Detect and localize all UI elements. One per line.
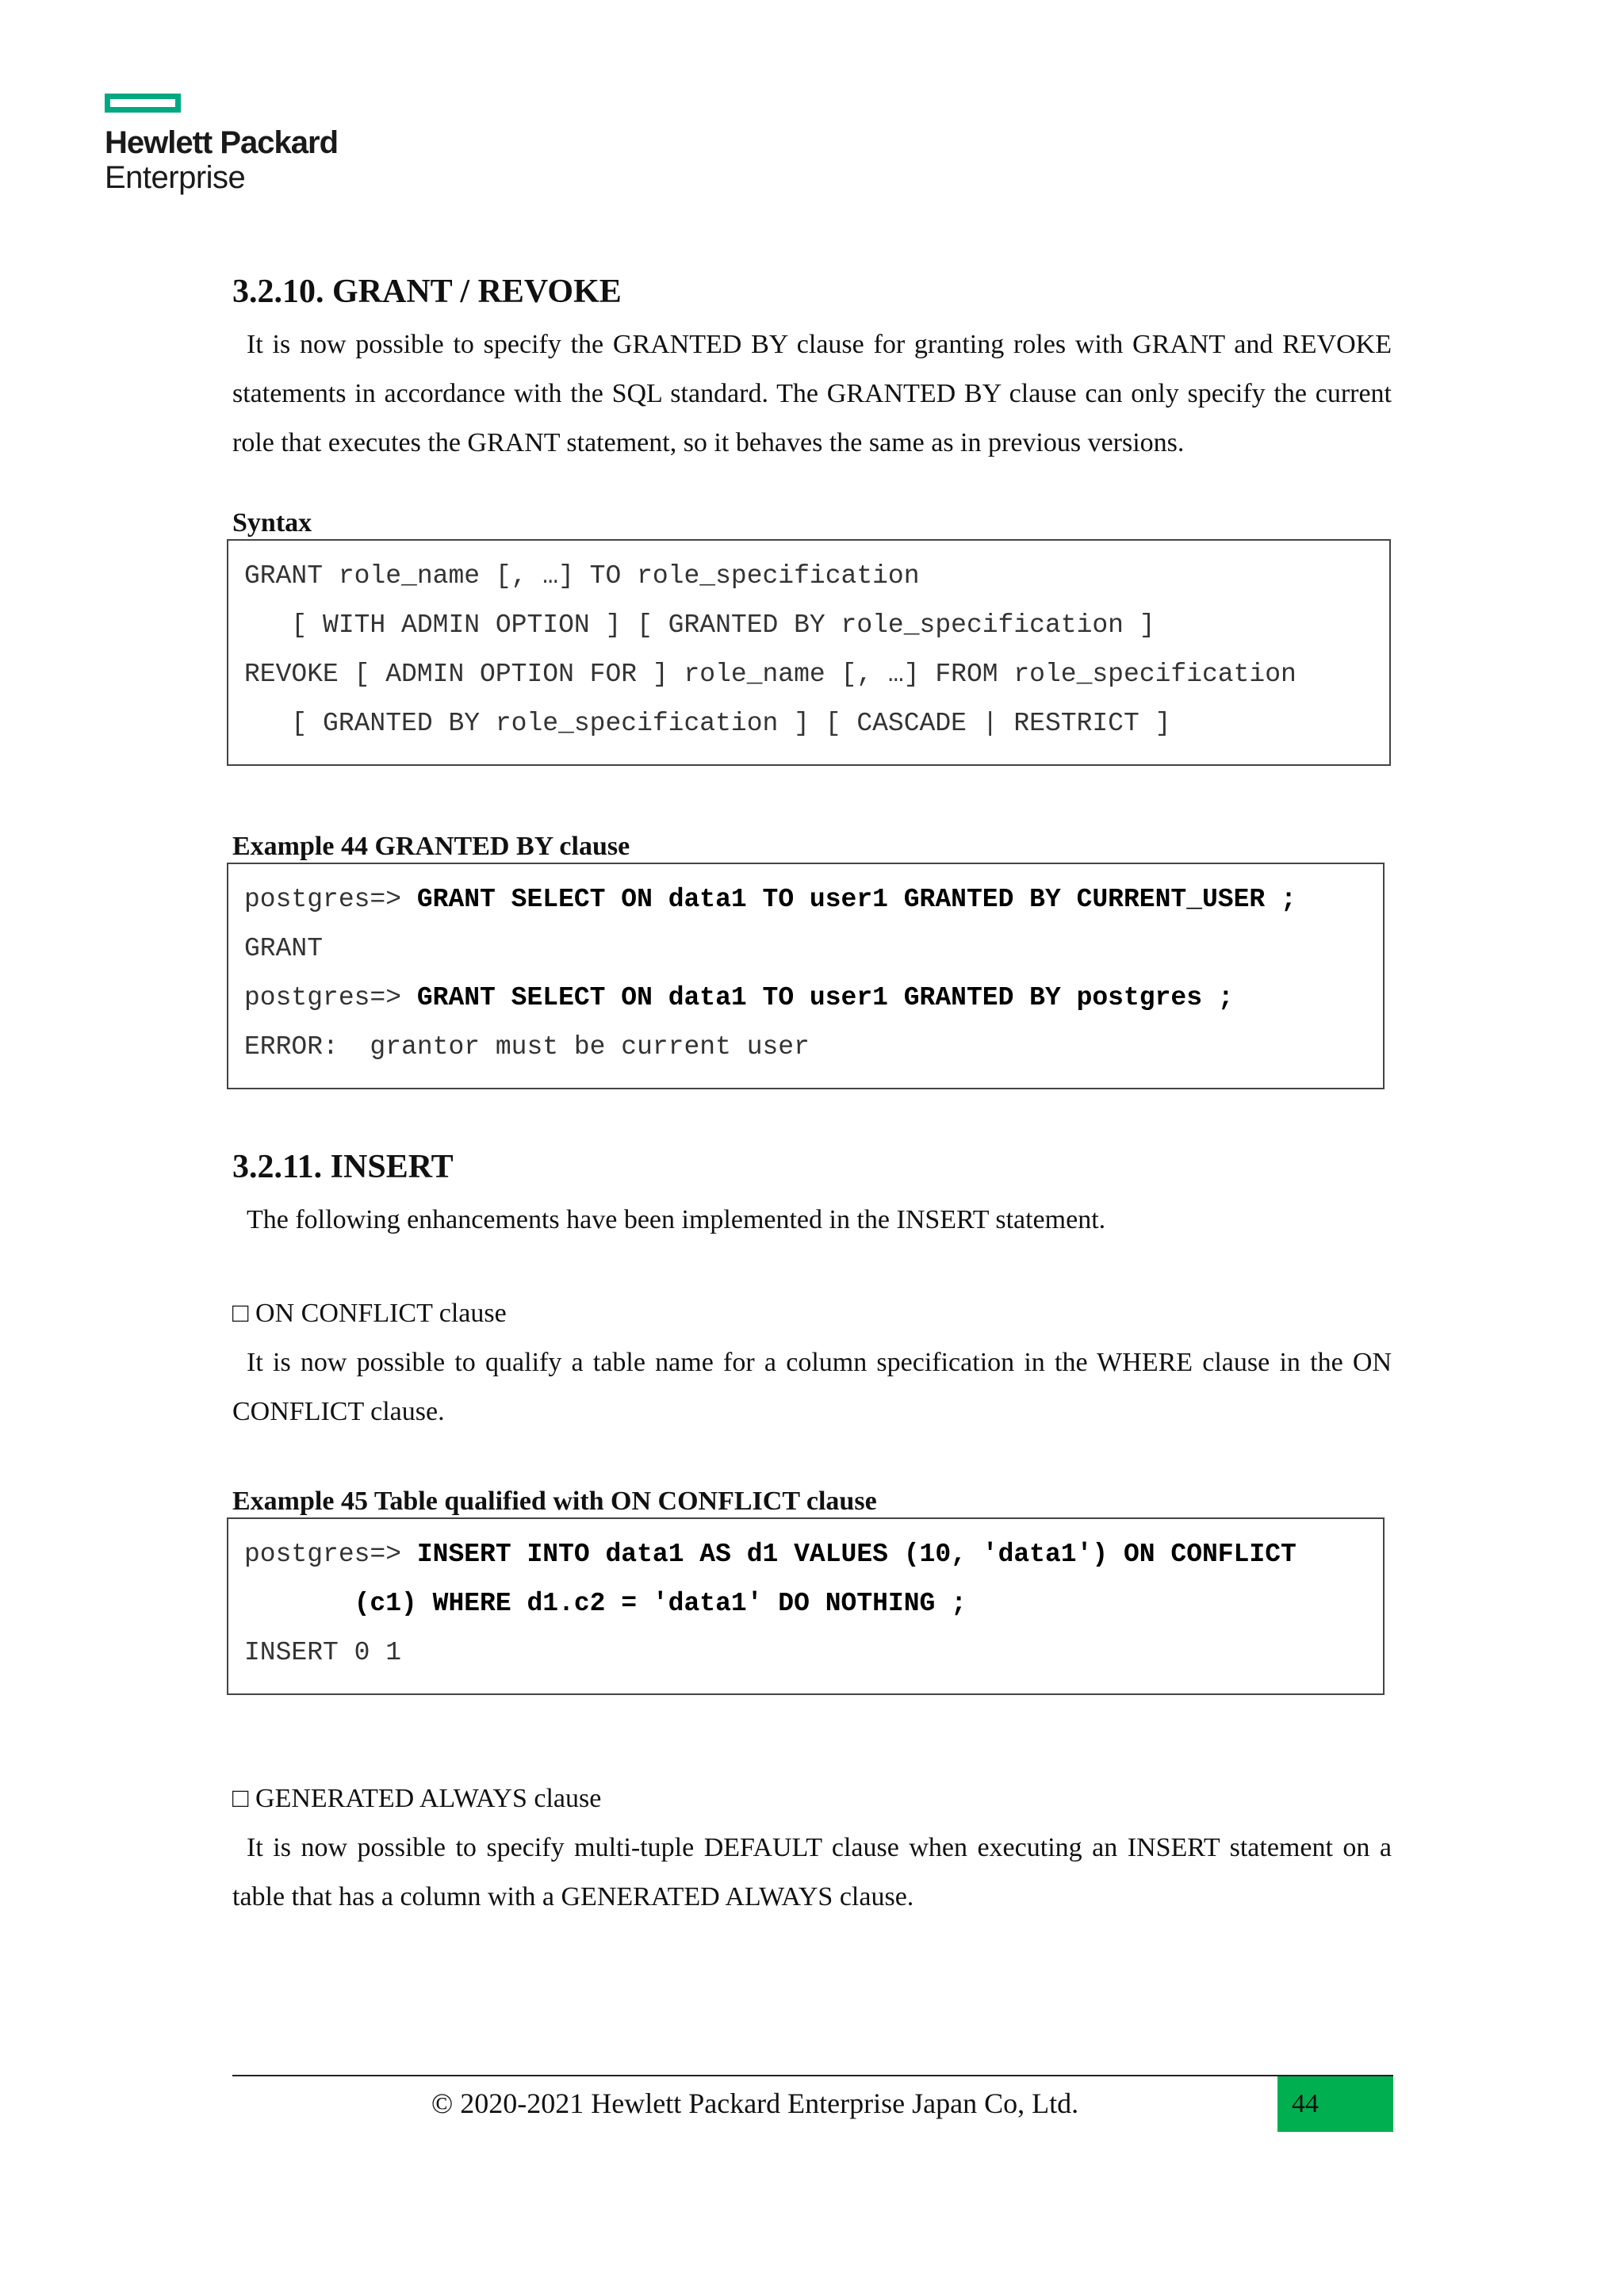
psql-prompt: postgres=> [244, 885, 417, 914]
example-45-code-box [227, 1517, 1385, 1695]
sql-command: (c1) WHERE d1.c2 = 'data1' DO NOTHING ; [244, 1589, 967, 1618]
syntax-label: Syntax [232, 508, 312, 538]
syntax-line: REVOKE [ ADMIN OPTION FOR ] role_name [, …] FROM role_specification [244, 660, 1297, 689]
sql-command: INSERT INTO data1 AS d1 VALUES (10, 'data1') ON CONFLICT [416, 1540, 1297, 1569]
grant-description: It is now possible to specify the GRANTED BY clause for granting roles with GRANT and REVOKE statements in accordance with the SQL standard. The GRANTED BY clause can only specify the current role that executes the GRANT statement, so it behaves the same as in previous versions. [232, 330, 1392, 457]
copyright-text: © 2020-2021 Hewlett Packard Enterprise Japan Co, Ltd. [431, 2087, 1079, 2119]
syntax-code-box [227, 539, 1391, 766]
example-45-line [244, 1579, 1367, 1628]
psql-prompt: postgres=> [244, 983, 417, 1012]
generated-always-heading: □ GENERATED ALWAYS clause [232, 1784, 602, 1813]
example-44-code-box [227, 863, 1385, 1089]
syntax-line: [ WITH ADMIN OPTION ] [ GRANTED BY role_specification ] [244, 610, 1155, 640]
hpe-logo [105, 94, 338, 195]
section-title-insert: 3.2.11. INSERT [232, 1149, 454, 1185]
page-content [232, 270, 1392, 1922]
example-44-line: ERROR: grantor must be current user [244, 1032, 810, 1062]
hpe-logo-mark-icon [105, 94, 181, 113]
on-conflict-heading: □ ON CONFLICT clause [232, 1299, 507, 1328]
syntax-line: GRANT role_name [, …] TO role_specification [244, 561, 920, 591]
logo-text-line2: Enterprise [105, 160, 246, 195]
example-45-caption: Example 45 Table qualified with ON CONFLICT clause [232, 1487, 877, 1516]
page-number: 44 [1277, 2076, 1393, 2132]
sql-command: GRANT SELECT ON data1 TO user1 GRANTED BY postgres ; [416, 983, 1234, 1012]
syntax-line: [ GRANTED BY role_specification ] [ CASCADE | RESTRICT ] [244, 709, 1171, 738]
generated-always-description: It is now possible to specify multi-tuple DEFAULT clause when executing an INSERT statement on a table that has a column with a GENERATED ALWAYS clause. [232, 1833, 1392, 1911]
example-44-line [244, 974, 1367, 1023]
sql-command: GRANT SELECT ON data1 TO user1 GRANTED BY CURRENT_USER ; [416, 885, 1297, 914]
on-conflict-description: It is now possible to qualify a table name for a column specification in the WHERE clause in the ON CONFLICT clause. [232, 1348, 1392, 1426]
example-45-line [244, 1530, 1367, 1579]
page-footer [232, 2075, 1393, 2132]
example-44-caption: Example 44 GRANTED BY clause [232, 832, 630, 861]
example-44-line: GRANT [244, 934, 324, 963]
insert-description: The following enhancements have been implemented in the INSERT statement. [247, 1205, 1106, 1234]
logo-text-line1: Hewlett Packard [105, 125, 339, 160]
example-44-line [244, 875, 1367, 924]
example-45-line: INSERT 0 1 [244, 1638, 402, 1667]
psql-prompt: postgres=> [244, 1540, 417, 1569]
section-title-grant-revoke: 3.2.10. GRANT / REVOKE [232, 274, 622, 310]
